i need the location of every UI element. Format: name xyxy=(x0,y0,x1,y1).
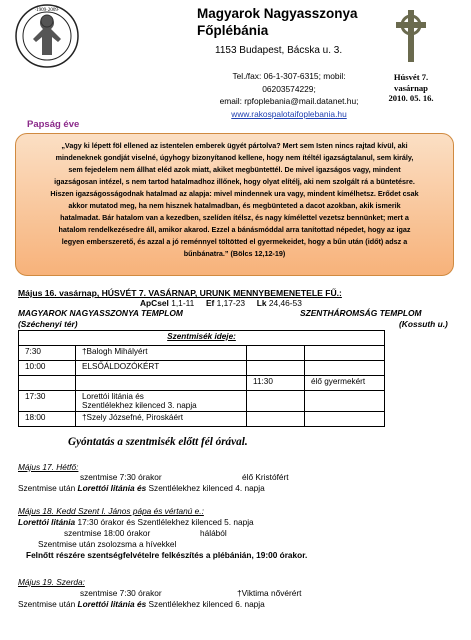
parish-name-line1: Magyarok Nagyasszonya xyxy=(197,6,358,21)
quote-line: legyen emberszerető, és azzal a jó reménnyel töltötted el gyermekeidet, hogy a bűn után (időt) adsz a xyxy=(61,237,408,247)
email-line: email: rpfoplebania@mail.datanet.hu; xyxy=(219,96,359,107)
litany-name: Lorettói litánia és xyxy=(77,483,147,493)
time-cell xyxy=(247,391,305,412)
table-row xyxy=(19,346,385,361)
readings xyxy=(140,298,302,308)
prayer-note: Szentmise után zsolozsma a hívekkel xyxy=(38,539,177,549)
mass-time: szentmise 7:30 órakor xyxy=(80,588,162,598)
quote-line: hatalom rendelkezésedre áll, amikor akarod. Ezzel a bánásmóddal arra tanítottad népedet, hogy az igaz xyxy=(58,225,411,235)
quote-line: akkor mutatod meg, ha nem hisznek hatalmadban, és megbünteted a dacot azokban, akik ismerik xyxy=(68,201,401,211)
litany-line xyxy=(18,483,265,493)
time-cell: 17:30 xyxy=(19,391,76,412)
bulletin-date: 2010. 05. 16. xyxy=(388,93,434,103)
preparation-note: Felnőtt részére szentségfelvételre felkészítés a plébánián, 19:00 órakor. xyxy=(26,550,308,560)
novena-text: Szentlélekhez kilenced 6. napja xyxy=(148,599,265,609)
time-cell xyxy=(19,376,76,391)
quote-line: igazságosan intézel, s nem tartod hatalmadhoz illőnek, hogy olyat elítélj, aki nem szolgált rá a büntetésre. xyxy=(54,177,415,187)
parish-name-line2: Főplébánia xyxy=(197,23,269,38)
time-cell: 18:00 xyxy=(19,412,76,427)
intention-cell: ELSŐÁLDOZÓKÉRT xyxy=(76,361,247,376)
mass-intention: †Viktima nővérért xyxy=(237,588,302,598)
mass-time: szentmise 18:00 órakor xyxy=(64,528,151,538)
litany-name: Lorettói litánia és xyxy=(77,599,147,609)
celtic-cross-icon xyxy=(394,10,428,62)
svg-text:·1909·2009·: ·1909·2009· xyxy=(34,8,60,13)
table-row xyxy=(19,361,385,376)
intention-line: Szentlélekhez kilenced 3. napja xyxy=(82,401,197,410)
phone-line-2: 06203574229; xyxy=(262,83,316,94)
quote-line: sem fejedelem nem állhat eléd azok miatt, akiket megbüntettél. De mivel igazságos vagy, mindent xyxy=(68,165,401,175)
time-cell xyxy=(247,412,305,427)
church-left-name: MAGYAROK NAGYASSZONYA TEMPLOM xyxy=(18,308,183,318)
table-row xyxy=(19,391,385,412)
intention-cell xyxy=(76,391,247,412)
church-right-name: SZENTHÁROMSÁG TEMPLOM xyxy=(300,308,422,318)
intention-cell: †Szely Józsefné, Piroskáért xyxy=(76,412,247,427)
novena-text: Szentlélekhez kilenced 4. napja xyxy=(148,483,265,493)
phone-line-1: Tel./fax: 06-1-307-6315; mobil: xyxy=(232,71,346,81)
mass-schedule-table xyxy=(18,330,385,427)
novena-text: 17:30 órakor és Szentlélekhez kilenced 5. napja xyxy=(77,517,254,527)
quote-line: bűnbánatra.” (Bölcs 12,12-19) xyxy=(183,249,286,259)
table-row xyxy=(19,376,385,391)
intention-line: Lorettói litánia és xyxy=(82,392,144,401)
time-cell xyxy=(247,361,305,376)
litany-line xyxy=(18,517,254,527)
reading-book: ApCsel xyxy=(140,298,169,308)
easter-sunday-title: Húsvét 7. xyxy=(393,72,429,82)
quote-line: „Vagy ki lépett föl ellened az istentelen emberek ügyét pártolva? Mert sem Isten nincs rajtad kívül, aki xyxy=(61,141,408,150)
reading-book: Ef xyxy=(205,298,215,308)
year-theme: Papság éve xyxy=(27,119,80,130)
quote-line: Hiszen igazságosságodnak hatalmad az alapja: mivel mindennek ura vagy, mindent kímélhetsz. Erődet csak xyxy=(50,189,419,199)
parish-seal-logo xyxy=(14,3,80,69)
intention-cell xyxy=(305,361,385,376)
day-title-tuesday: Május 18. Kedd Szent I. János pápa és vértanú e.: xyxy=(18,506,204,516)
intention-cell xyxy=(305,412,385,427)
mass-time: szentmise 7:30 órakor xyxy=(80,472,162,482)
table-header: Szentmisék ideje: xyxy=(19,331,385,346)
intention-cell xyxy=(305,346,385,361)
day-title-wednesday: Május 19. Szerda: xyxy=(18,577,85,587)
mass-intention: hálából xyxy=(200,528,227,538)
church-right-location: (Kossuth u.) xyxy=(399,319,448,329)
confession-notice: Gyóntatás a szentmisék előtt fél órával. xyxy=(68,436,248,448)
sunday-title: Május 16. vasárnap, HÚSVÉT 7. VASÁRNAP, URUNK MENNYBEMENETELE FŰ.: xyxy=(18,288,342,298)
intention-cell xyxy=(305,391,385,412)
after-mass-text: Szentmise után xyxy=(18,483,76,493)
reading-ref: 24,46-53 xyxy=(268,298,302,308)
quote-line: hatalmadat. Bár hatalom van a kezedben, szelíden ítélsz, és nagy kímélettel vezetsz bennünket; mert a xyxy=(60,213,409,223)
parish-address: 1153 Budapest, Bácska u. 3. xyxy=(215,45,343,56)
quote-line: mindeneknek gondját viselné, úgyhogy bizonyítanod kellene, hogy nem ítéltél igazságtalanul, sem király, xyxy=(55,153,414,163)
website-link[interactable]: www.rakospalotaifoplebania.hu xyxy=(231,108,347,119)
easter-sunday-subtitle: vasárnap xyxy=(394,82,428,93)
reading-ref: 1,17-23 xyxy=(216,298,246,308)
table-row xyxy=(19,412,385,427)
mass-intention: élő Kristófért xyxy=(242,472,289,482)
time-cell: 11:30 xyxy=(247,376,305,391)
time-cell xyxy=(247,346,305,361)
time-cell: 7:30 xyxy=(19,346,76,361)
church-left-location: (Széchenyi tér) xyxy=(18,319,78,329)
litany-name: Lorettói litánia xyxy=(18,517,76,527)
intention-cell xyxy=(76,376,247,391)
litany-line xyxy=(18,599,265,609)
intention-cell: †Balogh Mihályért xyxy=(76,346,247,361)
reading-book: Lk xyxy=(256,298,267,308)
time-cell: 10:00 xyxy=(19,361,76,376)
scripture-quote-box xyxy=(15,133,454,276)
day-title-monday: Május 17. Hétfő: xyxy=(18,462,79,472)
after-mass-text: Szentmise után xyxy=(18,599,76,609)
reading-ref: 1,1-11 xyxy=(171,298,195,308)
intention-cell: élő gyermekért xyxy=(305,376,385,391)
